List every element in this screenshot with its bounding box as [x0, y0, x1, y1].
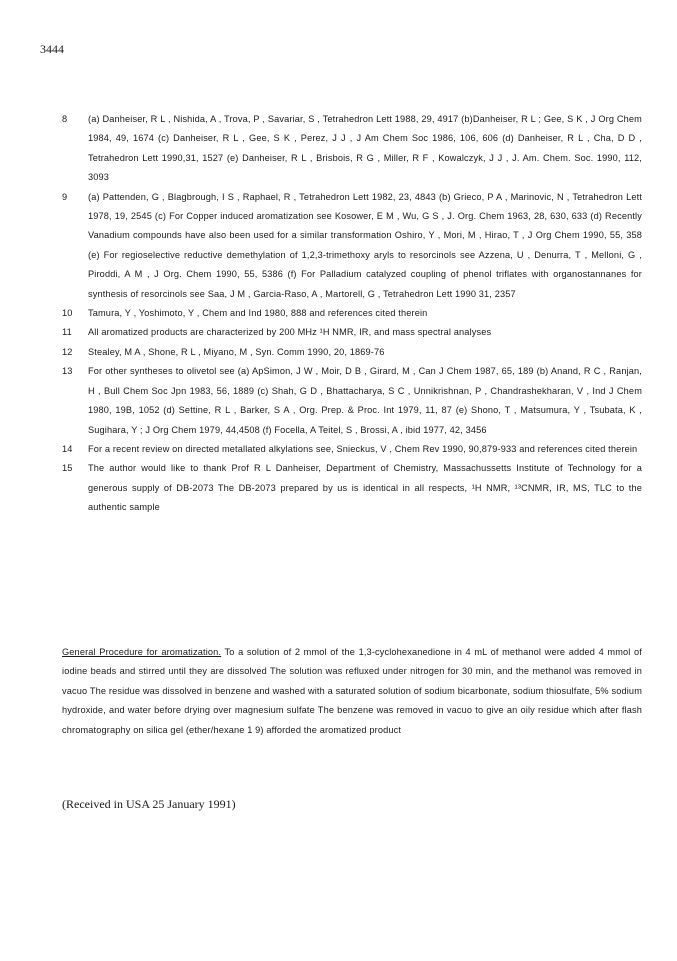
reference-text: (a) Danheiser, R L , Nishida, A , Trova, P , Savariar, S , Tetrahedron Lett 1988, 29, 4917 (b)Danheiser, R L ; Gee, S K , J Org Chem 1984, 49, 1674 (c) Danheiser, R L , Gee, S K , Perez, J J , J Am Chem Soc 1986, 106, 606 (d) Danheiser, R L , Cha, D D , Tetrahedron Lett 1990,31, 1527 (e) Danheiser, R L , Brisbois, R G , Miller, R F , Kowalczyk, J J , J. Am. Chem. Soc. 1990, 112, 3093	[88, 114, 642, 183]
reference-number: 9	[62, 191, 68, 202]
references-list	[62, 110, 642, 518]
reference-text: The author would like to thank Prof R L Danheiser, Department of Chemistry, Massachussetts Institute of Technology for a generous supply of DB-2073 The DB-2073 prepared by us is identical in all respects, ¹H NMR, ¹³CNMR, IR, MS, TLC to the authentic sample	[88, 463, 642, 513]
reference-number: 14	[62, 443, 73, 454]
procedure-text: To a solution of 2 mmol of the 1,3-cyclohexanedione in 4 mL of methanol were added 4 mmol of iodine beads and stirred until they are dissolved The solution was refluxed under nitrogen for 30 min, and the methanol was removed in vacuo The residue was dissolved in benzene and washed with a saturated solution of sodium bicarbonate, sodium thiosulfate, 5% sodium hydroxide, and water before drying over magnesium sulfate The benzene was removed in vacuo to give an oily residue which after flash chromatography on silica gel (ether/hexane 1 9) afforded the aromatized product	[62, 647, 642, 735]
reference-number: 12	[62, 346, 73, 357]
reference-number: 11	[62, 327, 72, 338]
reference-13	[62, 362, 642, 440]
reference-text: All aromatized products are characterized by 200 MHz ¹H NMR, IR, and mass spectral analyses	[88, 327, 492, 338]
reference-15	[62, 459, 642, 517]
reference-text: For other syntheses to olivetol see (a) ApSimon, J W , Moir, D B , Girard, M , Can J Chem 1987, 65, 189 (b) Anand, R C , Ranjan, H , Bull Chem Soc Jpn 1983, 56, 1889 (c) Shah, G D , Bhattacharya, S C , Unnikrishnan, P , Chandrashekharan, V , Ind J Chem 1980, 19B, 1052 (d) Settine, R L , Barker, S A , Org. Prep. & Proc. Int 1979, 11, 87 (e) Shono, T , Matsumura, Y , Tsubata, K , Sugihara, Y ; J Org Chem 1979, 44,4508 (f) Focella, A Teitel, S , Brossi, A , ibid 1977, 42, 3456	[88, 366, 642, 435]
reference-12	[62, 343, 642, 362]
reference-14	[62, 440, 642, 459]
general-procedure	[62, 643, 642, 740]
reference-11	[62, 323, 642, 342]
page-number: 3444	[40, 42, 64, 56]
received-date: (Received in USA 25 January 1991)	[62, 797, 236, 811]
reference-8	[62, 110, 642, 188]
reference-10	[62, 304, 642, 323]
reference-number: 13	[62, 366, 73, 377]
reference-number: 10	[62, 308, 73, 319]
reference-text: For a recent review on directed metallated alkylations see, Snieckus, V , Chem Rev 1990, 90,879-933 and references cited therein	[88, 443, 638, 454]
reference-number: 8	[62, 114, 68, 124]
reference-text: Tamura, Y , Yoshimoto, Y , Chem and Ind 1980, 888 and references cited therein	[88, 308, 428, 319]
reference-number: 15	[62, 463, 73, 474]
procedure-heading: General Procedure for aromatization.	[62, 647, 222, 657]
reference-text: (a) Pattenden, G , Blagbrough, I S , Raphael, R , Tetrahedron Lett 1982, 23, 4843 (b) Grieco, P A , Marinovic, N , Tetrahedron Lett 1978, 19, 2545 (c) For Copper induced aromatization see Kosower, E M , Wu, G S , J. Org. Chem 1963, 28, 630, 633 (d) Recently Vanadium compounds have also been used for a similar transformation Oshiro, Y , Mori, M , Hirao, T , J Org Chem 1990, 55, 358 (e) For regioselective reductive demethylation of 1,2,3-trimethoxy aryls to resorcinols see Azzena, U , Denurra, T , Melloni, G , Piroddi, A M , J Org. Chem 1990, 55, 5386 (f) For Palladium catalyzed coupling of phenol triflates with organostannanes for synthesis of resorcinols see Saa, J M , Garcia-Raso, A , Martorell, G , Tetrahedron Lett 1990 31, 2357	[88, 191, 642, 299]
reference-9	[62, 188, 642, 304]
reference-text: Stealey, M A , Shone, R L , Miyano, M , Syn. Comm 1990, 20, 1869-76	[88, 346, 385, 357]
